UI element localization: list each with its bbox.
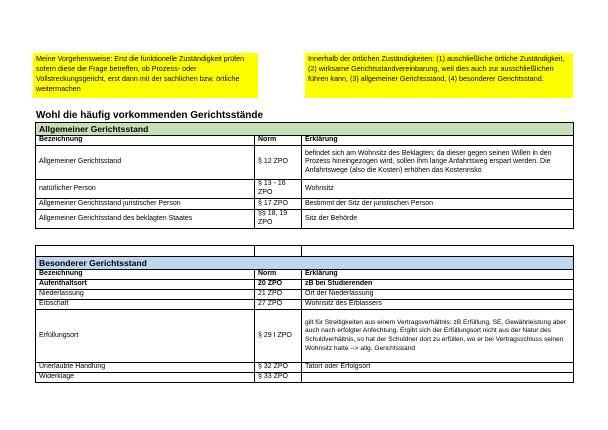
page-heading: Wohl die häufig vorkommenden Gerichtsstände	[36, 110, 264, 121]
table-row	[36, 363, 574, 373]
table-row	[36, 199, 574, 210]
cell-norm: § 17 ZPO	[255, 199, 302, 210]
cell-norm: § 32 ZPO	[255, 363, 302, 373]
cell-desc	[302, 373, 574, 383]
section-title: Besonderer Gerichtsstand	[36, 257, 574, 270]
cell-desc: gilt für Streitigkeiten aus einem Vertragsverhältnis: zB Erfüllung, SE, Gewährleistung aber auch nach erfolgter Anfechtung. Ergibt sich der Erfüllungsort nicht aus der Natur des Schuldverhältnis, so hat der Schuldner dort zu erfüllen, wo er bei Vertragsschluss seinen Wohnsitz hatte --> allg. Gerichtsstand	[302, 310, 574, 363]
header-norm: Norm	[255, 136, 302, 146]
cell-name: Allgemeiner Gerichtsstand	[36, 146, 255, 180]
cell-norm: §§ 18, 19 ZPO	[255, 210, 302, 229]
cell-desc: zB bei Studierenden	[302, 280, 574, 290]
table-row	[36, 146, 574, 180]
table-row	[36, 290, 574, 300]
cell-name: Allgemeiner Gerichtsstand juristischer Person	[36, 199, 255, 210]
header-name: Bezeichnung	[36, 136, 255, 146]
cell-norm: § 12 ZPO	[255, 146, 302, 180]
cell-desc: Sitz der Behörde	[302, 210, 574, 229]
cell-desc: Bestimmt der Sitz der juristischen Person	[302, 199, 574, 210]
cell-desc: Ort der Niederlassung	[302, 290, 574, 300]
header-norm: Norm	[255, 270, 302, 280]
cell-name: natürlicher Person	[36, 180, 255, 199]
spacer-row	[36, 246, 574, 257]
cell-norm: 21 ZPO	[255, 290, 302, 300]
subheader-row	[36, 280, 574, 290]
cell-desc: befindet sich am Wohnsitz des Beklagten; da dieser gegen seinen Willen in den Prozess hineingezogen wird, sollen ihm lange Anfahrtsweg erspart werden. Die Anfahrtswege (also die Kosten) erhöhen das Kostenrisko	[302, 146, 574, 180]
general-jurisdiction-table	[35, 122, 574, 229]
table-row	[36, 300, 574, 310]
cell-norm: 27 ZPO	[255, 300, 302, 310]
table-row	[36, 373, 574, 383]
cell-desc: Wohnsitz des Erblassers	[302, 300, 574, 310]
special-jurisdiction-table	[35, 245, 574, 383]
cell-name: Unerlaubte Handlung	[36, 363, 255, 373]
cell-norm: § 13 - 16 ZPO	[255, 180, 302, 199]
cell-name: Widerklage	[36, 373, 255, 383]
cell-name: Erbschaft	[36, 300, 255, 310]
cell-norm: § 33 ZPO	[255, 373, 302, 383]
cell-name: Erfüllungsort	[36, 310, 255, 363]
note-procedure: Meine Vorgehensweise: Erst die funktionelle Zuständigkeit prüfen sofern diese die Frage betreffen, ob Prozess- oder Vollstreckungsgericht, erst dann mit der sachlichen bzw. örtliche weitermachen	[33, 53, 258, 98]
header-row	[36, 136, 574, 146]
table-row	[36, 210, 574, 229]
header-row	[36, 270, 574, 280]
cell-name: Aufenthaltsort	[36, 280, 255, 290]
section-title-row	[36, 123, 574, 136]
note-local-jurisdiction: Innerhalb der örtlichen Zuständigkeiten: (1) auschließliche örtliche Zuständigkeit, (2) wirksame Gerichtsstandvereinbarung, weil dies auch zur ausschließlichen führen kann, (3) allgemeiner Gerichtsstand, (4) besonderer Gerichtsstand.	[305, 53, 573, 98]
cell-name: Niederlassung	[36, 290, 255, 300]
cell-norm: 20 ZPO	[255, 280, 302, 290]
table-row	[36, 180, 574, 199]
section-title-row	[36, 257, 574, 270]
cell-desc: Tatort oder Erfolgsort	[302, 363, 574, 373]
cell-desc: Wohnsitz	[302, 180, 574, 199]
cell-norm: § 29 I ZPO	[255, 310, 302, 363]
table-row	[36, 310, 574, 363]
header-desc: Erklärung	[302, 270, 574, 280]
section-title: Allgemeiner Gerichtsstand	[36, 123, 574, 136]
header-name: Bezeichnung	[36, 270, 255, 280]
header-desc: Erklärung	[302, 136, 574, 146]
cell-name: Allgemeiner Gerichtsstand des beklagten Staates	[36, 210, 255, 229]
